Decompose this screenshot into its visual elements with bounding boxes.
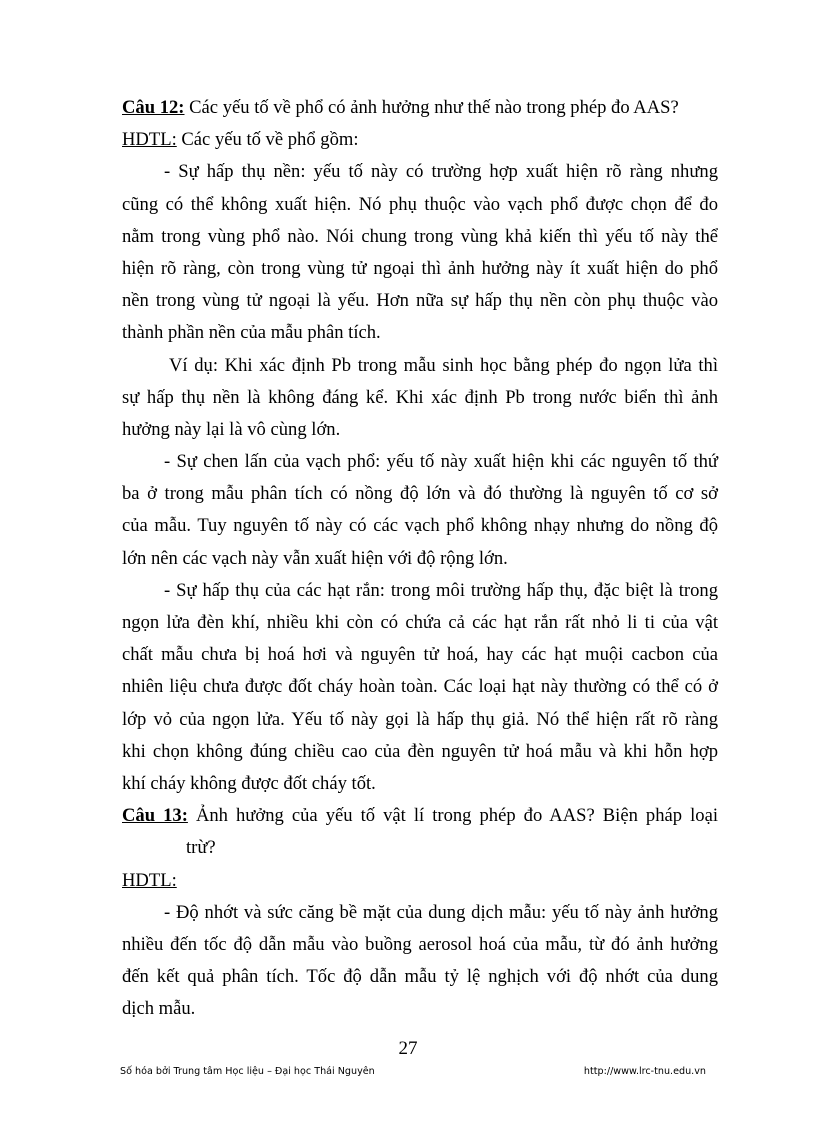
paragraph-line: lớp vỏ của ngọn lửa. Yếu tố này gọi là hấp thụ giả. Nó thể hiện rất rõ ràng (122, 708, 718, 730)
paragraph-line: khi chọn không đúng chiều cao của đèn nguyên tử hoá mẫu và khi hỗn hợp (122, 740, 718, 762)
page-number: 27 (398, 1038, 418, 1059)
question-12-text: Các yếu tố về phổ có ảnh hưởng như thế nào trong phép đo AAS? (184, 97, 679, 118)
question-13-continuation: trừ? (186, 837, 216, 859)
answer-12-label: HDTL: (122, 129, 177, 151)
footer-source-text: Số hóa bởi Trung tâm Học liệu – Đại học Thái Nguyên (120, 1066, 375, 1077)
page-body (122, 92, 718, 1025)
paragraph-line: khí cháy không được đốt cháy tốt. (122, 772, 376, 794)
example-line: sự hấp thụ nền là không đáng kể. Khi xác định Pb trong nước biển thì ảnh (122, 386, 718, 408)
paragraph-line: - Độ nhớt và sức căng bề mặt của dung dịch mẫu: yếu tố này ảnh hưởng (164, 901, 718, 923)
answer-12-heading (122, 124, 718, 156)
paragraph-line: của mẫu. Tuy nguyên tố này có các vạch phổ không nhạy nhưng do nồng độ (122, 515, 718, 537)
paragraph-line: nằm trong vùng phổ nào. Nói chung trong vùng khả kiến thì yếu tố này thể (122, 225, 718, 247)
page-footer (120, 1066, 706, 1077)
question-13 (122, 800, 718, 832)
paragraph-line: đến kết quả phân tích. Tốc độ dẫn mẫu tỷ lệ nghịch với độ nhớt của dung (122, 966, 718, 988)
paragraph-line: thành phần nền của mẫu phân tích. (122, 322, 381, 344)
paragraph-line: chất mẫu chưa bị hoá hơi và nguyên tử hoá, hay các hạt muội cacbon của (122, 644, 718, 666)
footer-url: http://www.lrc-tnu.edu.vn (583, 1066, 706, 1077)
answer-12-intro: Các yếu tố về phổ gồm: (176, 129, 359, 151)
question-12 (122, 92, 718, 124)
paragraph-line: nhiều đến tốc độ dẫn mẫu vào buồng aerosol hoá của mẫu, từ đó ảnh hưởng (122, 933, 718, 955)
paragraph-line: - Sự hấp thụ của các hạt rắn: trong môi trường hấp thụ, đặc biệt là trong (164, 579, 718, 601)
answer-13-heading (122, 865, 718, 897)
paragraph-line: - Sự chen lấn của vạch phổ: yếu tố này xuất hiện khi các nguyên tố thứ (164, 451, 718, 473)
example-line: hưởng này lại là vô cùng lớn. (122, 418, 341, 440)
paragraph-line: lớn nên các vạch này vẫn xuất hiện với độ rộng lớn. (122, 547, 508, 569)
question-13-label: Câu 13: (122, 805, 188, 827)
paragraph-line: nhiên liệu chưa được đốt cháy hoàn toàn. Các loại hạt này thường có thể có ở (122, 676, 718, 698)
question-12-label: Câu 12: (122, 97, 185, 118)
paragraph-line: ba ở trong mẫu phân tích có nồng độ lớn và đó thường là nguyên tố cơ sở (122, 483, 718, 505)
paragraph-line: ngọn lửa đèn khí, nhiều khi còn có chứa cả các hạt rắn rất nhỏ li ti của vật (122, 612, 718, 633)
paragraph-line: dịch mẫu. (122, 998, 196, 1020)
question-13-text: Ảnh hưởng của yếu tố vật lí trong phép đo AAS? Biện pháp loại (187, 805, 719, 827)
paragraph-line: nền trong vùng tử ngoại là yếu. Hơn nữa sự hấp thụ nền còn phụ thuộc vào (122, 290, 718, 312)
answer-13-label: HDTL: (122, 869, 177, 891)
paragraph-line: hiện rõ ràng, còn trong vùng tử ngoại thì ảnh hưởng này ít xuất hiện do phổ (122, 257, 718, 279)
example-line: Ví dụ: Khi xác định Pb trong mẫu sinh học bằng phép đo ngọn lửa thì (169, 354, 718, 376)
paragraph-line: cũng có thể không xuất hiện. Nó phụ thuộc vào vạch phổ được chọn để đo (122, 193, 718, 215)
paragraph-line: - Sự hấp thụ nền: yếu tố này có trường hợp xuất hiện rõ ràng nhưng (164, 161, 718, 183)
